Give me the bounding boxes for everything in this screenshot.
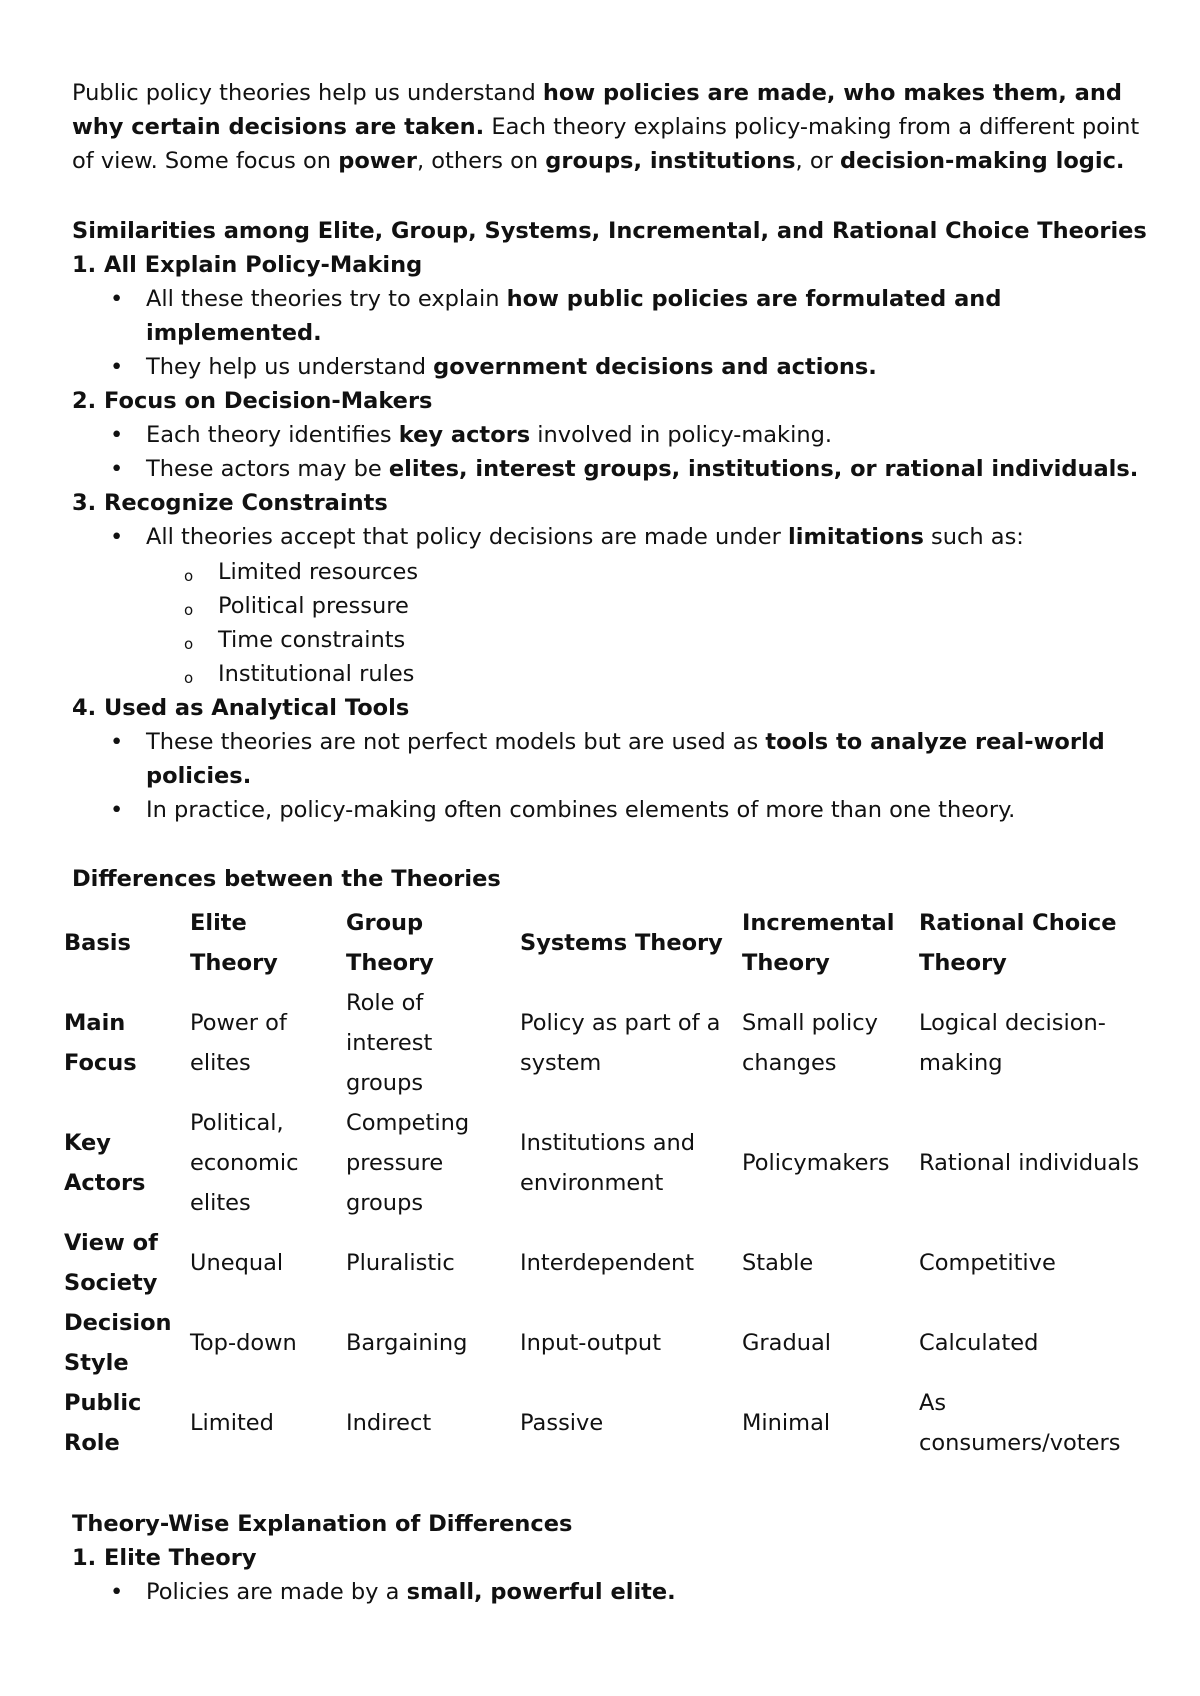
bullet-icon: • [110,456,124,482]
sub-list-item: o Institutional rules [184,657,414,693]
section-heading: 1. All Explain Policy-Making [72,252,423,278]
bullet-icon: • [110,354,124,380]
table-cell: Competing pressure groups [346,1110,470,1216]
differences-table [62,903,1151,1463]
table-header: Basis [64,930,131,956]
section-heading: 2. Focus on Decision-Makers [72,388,433,414]
table-cell: Key Actors [64,1130,146,1196]
intro-line-3: of view. Some focus on power, others on groups, institutions, or decision-making logic. [72,148,1125,174]
bullet-icon: • [110,1579,124,1605]
bullet-icon: • [110,729,124,755]
table-cell: Power of elites [190,1010,287,1076]
intro-line-1: Public policy theories help us understand how policies are made, who makes them, and [72,80,1122,106]
table-cell: As consumers/voters [919,1390,1121,1456]
table-cell: Pluralistic [346,1250,455,1276]
table-cell: Policymakers [742,1150,890,1176]
bullet-icon: • [110,422,124,448]
table-row [62,1223,1151,1303]
table-cell: Limited [190,1410,274,1436]
table-cell: Decision Style [64,1310,172,1376]
table-cell: View of Society [64,1230,158,1296]
theory-wise-title: Theory-Wise Explanation of Differences [72,1511,573,1537]
table-cell: Indirect [346,1410,432,1436]
table-cell: Minimal [742,1410,831,1436]
table-row [62,1303,1151,1383]
section-heading: 4. Used as Analytical Tools [72,695,410,721]
table-cell: Institutions and environment [520,1130,696,1196]
table-cell: Main Focus [64,1010,137,1076]
circle-bullet-icon: o [184,635,194,653]
circle-bullet-icon: o [184,669,194,687]
table-row [62,1383,1151,1463]
table-cell: Bargaining [346,1330,468,1356]
table-cell: Stable [742,1250,814,1276]
table-cell: Calculated [919,1330,1039,1356]
table-cell: Public Role [64,1390,142,1456]
intro-line-2: why certain decisions are taken. Each theory explains policy-making from a different point [72,114,1140,140]
table-cell: Role of interest groups [346,990,433,1096]
table-row [62,1103,1151,1223]
circle-bullet-icon: o [184,567,194,585]
table-cell: Interdependent [520,1250,695,1276]
sub-list-item: o Limited resources [184,555,418,591]
bullet-icon: • [110,286,124,312]
sub-list-item: o Political pressure [184,589,409,625]
sub-list-item: o Time constraints [184,623,405,659]
section-heading: 1. Elite Theory [72,1545,257,1571]
table-header-row [62,903,1151,983]
table-header: Group Theory [346,910,434,976]
table-cell: Input-output [520,1330,662,1356]
table-cell: Unequal [190,1250,284,1276]
table-header: Rational Choice Theory [919,910,1117,976]
table-header: Elite Theory [190,910,278,976]
bullet-icon: • [110,797,124,823]
table-row [62,983,1151,1103]
document-page: Public policy theories help us understand how policies are made, who makes them, and why certain decisions are taken. Each theory explains policy-making from a different point of view. Some focus on power, others on groups, institutions, or decision-making logic. Similarities among Elite, Group, Systems, Incremental, and Rational Choice Theories 1. All Explain Policy-Making • All these theories try to explain how public policies are formulated and implemented. • They help us understand government decisions and actions. 2. Focus on Decision-Makers • Each theory identifies key actors involved in policy-making. • These actors may be elites, interest groups, institutions, or rational individuals. 3. Recognize Constraints • All theories accept that policy decisions are made under limitations such as: o Limited resources o Political pressure o Time constraints o Institutional rules 4. Used as Analytical Tools • These theories are not perfect models but are used as tools to analyze real-world policies. • In practice, policy-making often combines elements of more than one theory. Differences between the Theories Basis Elite Theory Group Theory Systems Theory Incremental Theory Rational Choice Theory Main Focus Power of elites Role of interest groups Policy as part of a system Small policy changes Logical decision-making Key Actors Political, economic elites Competing pressure groups Institutions and environment Policymakers Rational individuals View of Society Unequal Pluralistic Interdependent Stable Competitive Decision Style Top-down Bargaining Input-output Gradual Calculated Public Role Limited Indirect Passive Minimal As consumers/voters Theory-Wise Explanation of Differences 1. Elite Theory • Policies are made by a small, powerful elite. [0,0,1200,1696]
differences-title: Differences between the Theories [72,866,501,892]
table-cell: Passive [520,1410,604,1436]
table-header: Incremental Theory [742,910,895,976]
table-cell: Small policy changes [742,1010,878,1076]
table-cell: Top-down [190,1330,297,1356]
table-cell: Political, economic elites [190,1110,299,1216]
table-cell: Gradual [742,1330,832,1356]
table-cell: Competitive [919,1250,1056,1276]
bullet-icon: • [110,524,124,550]
table-cell: Rational individuals [919,1150,1140,1176]
table-header: Systems Theory [520,930,723,956]
table-cell: Policy as part of a system [520,1010,721,1076]
section-heading: 3. Recognize Constraints [72,490,388,516]
similarities-title: Similarities among Elite, Group, Systems, Incremental, and Rational Choice Theories [72,218,1147,244]
circle-bullet-icon: o [184,601,194,619]
table-cell: Logical decision-making [919,1010,1106,1076]
